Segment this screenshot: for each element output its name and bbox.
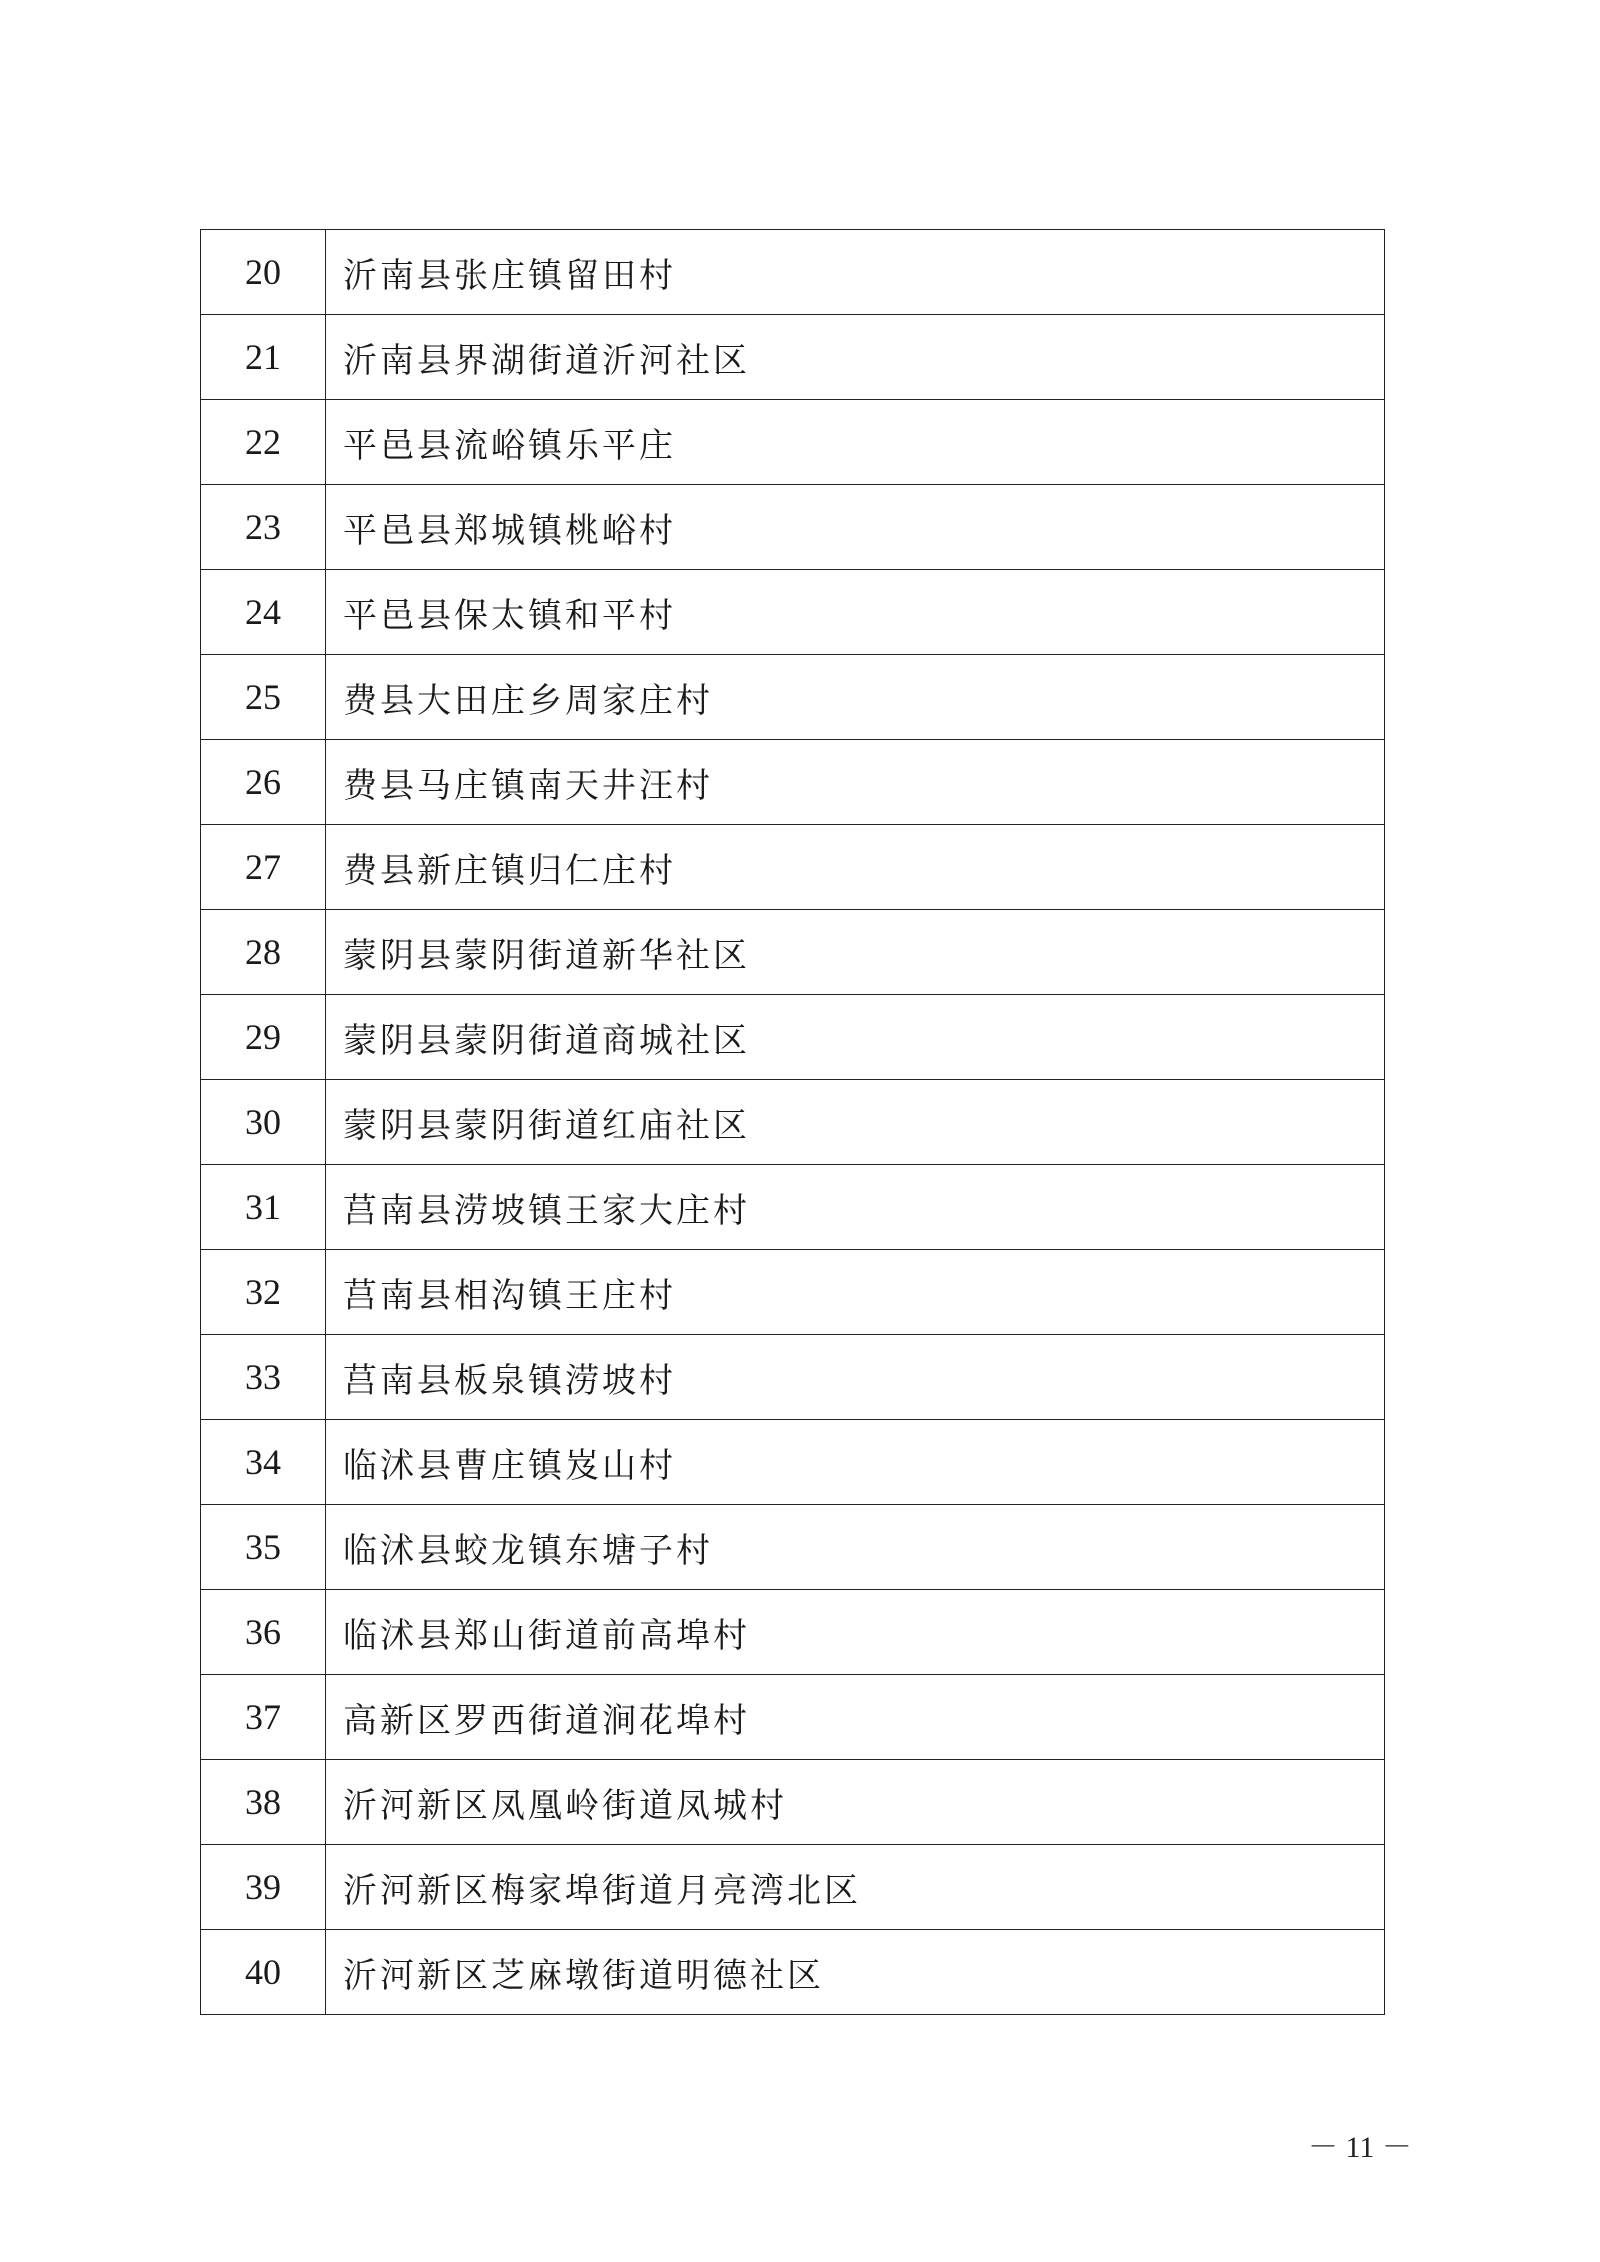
row-number: 30 [201,1080,326,1165]
row-number: 22 [201,400,326,485]
table-row [201,400,1385,485]
place-name: 平邑县郑城镇桃峪村 [326,485,1385,570]
place-name: 沂河新区芝麻墩街道明德社区 [326,1930,1385,2015]
table-row [201,1335,1385,1420]
table-row [201,740,1385,825]
place-name: 费县新庄镇归仁庄村 [326,825,1385,910]
row-number: 23 [201,485,326,570]
row-number: 25 [201,655,326,740]
row-number: 20 [201,230,326,315]
table-row [201,570,1385,655]
table-row [201,1930,1385,2015]
table-row [201,1080,1385,1165]
row-number: 26 [201,740,326,825]
place-name: 蒙阴县蒙阴街道新华社区 [326,910,1385,995]
row-number: 35 [201,1505,326,1590]
row-number: 40 [201,1930,326,2015]
table-row [201,1505,1385,1590]
row-number: 33 [201,1335,326,1420]
place-name: 高新区罗西街道涧花埠村 [326,1675,1385,1760]
table-row [201,1250,1385,1335]
table-row [201,655,1385,740]
place-name: 沂南县张庄镇留田村 [326,230,1385,315]
place-name: 莒南县相沟镇王庄村 [326,1250,1385,1335]
place-name: 蒙阴县蒙阴街道红庙社区 [326,1080,1385,1165]
place-name: 莒南县板泉镇涝坡村 [326,1335,1385,1420]
place-name: 临沭县曹庄镇岌山村 [326,1420,1385,1505]
place-name: 平邑县流峪镇乐平庄 [326,400,1385,485]
place-name: 沂南县界湖街道沂河社区 [326,315,1385,400]
table-row [201,230,1385,315]
table-row [201,485,1385,570]
table-row [201,1845,1385,1930]
row-number: 21 [201,315,326,400]
row-number: 24 [201,570,326,655]
table-row [201,1675,1385,1760]
table-row [201,315,1385,400]
row-number: 28 [201,910,326,995]
row-number: 38 [201,1760,326,1845]
table-row [201,995,1385,1080]
row-number: 39 [201,1845,326,1930]
table-row [201,1590,1385,1675]
place-name: 临沭县蛟龙镇东塘子村 [326,1505,1385,1590]
place-name: 平邑县保太镇和平村 [326,570,1385,655]
row-number: 27 [201,825,326,910]
village-list-table [200,229,1385,2015]
place-name: 莒南县涝坡镇王家大庄村 [326,1165,1385,1250]
row-number: 31 [201,1165,326,1250]
place-name: 沂河新区凤凰岭街道凤城村 [326,1760,1385,1845]
page-number: － 11 － [1308,2131,1412,2164]
place-name: 临沭县郑山街道前高埠村 [326,1590,1385,1675]
table-row [201,910,1385,995]
row-number: 34 [201,1420,326,1505]
table-row [201,1420,1385,1505]
row-number: 37 [201,1675,326,1760]
place-name: 沂河新区梅家埠街道月亮湾北区 [326,1845,1385,1930]
row-number: 32 [201,1250,326,1335]
table-row [201,1165,1385,1250]
table-row [201,825,1385,910]
place-name: 蒙阴县蒙阴街道商城社区 [326,995,1385,1080]
row-number: 29 [201,995,326,1080]
place-name: 费县马庄镇南天井汪村 [326,740,1385,825]
row-number: 36 [201,1590,326,1675]
table-row [201,1760,1385,1845]
place-name: 费县大田庄乡周家庄村 [326,655,1385,740]
